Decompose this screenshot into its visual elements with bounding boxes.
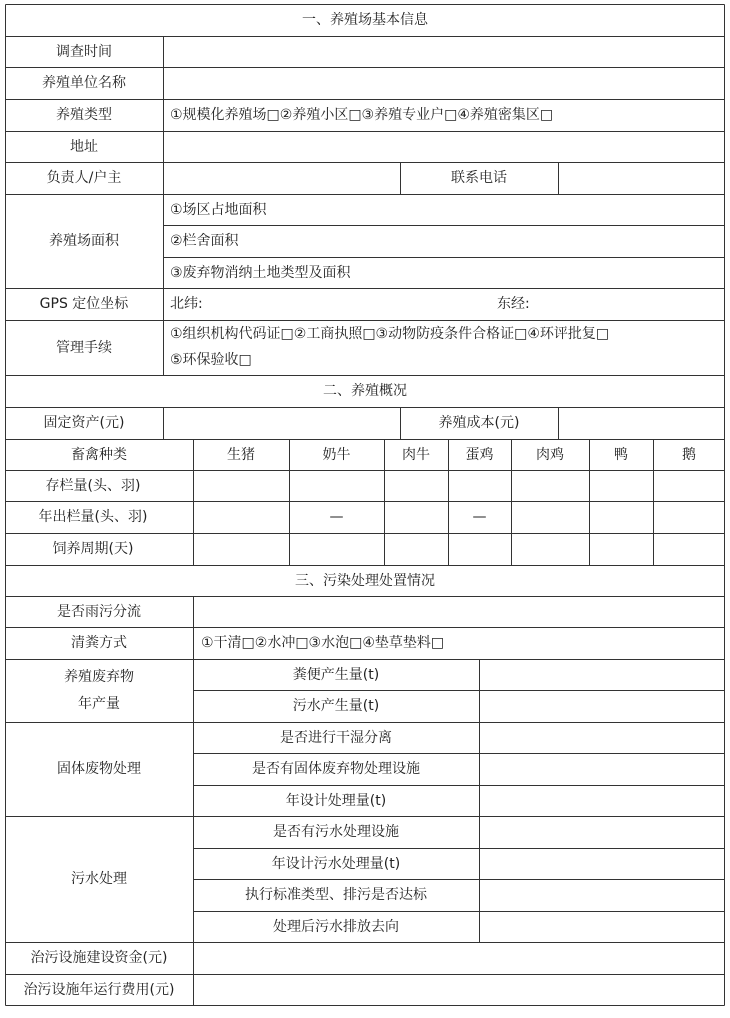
species-broiler: 肉鸡	[536, 446, 564, 463]
survey-form	[5, 4, 725, 1006]
management-options-line-1[interactable]: ①组织机构代码证□②工商执照□③动物防疫条件合格证□④环评批复□	[170, 326, 610, 342]
annual-out-row-label: 年出栏量(头、羽)	[38, 509, 148, 525]
management-options-line-2[interactable]: ⑤环保验收□	[170, 352, 252, 368]
survey-time-label: 调查时间	[56, 43, 112, 60]
species-pig: 生猪	[227, 446, 255, 463]
section-3-title: 三、污染处理处置情况	[295, 572, 435, 589]
farm-type-options[interactable]: ①规模化养殖场□②养殖小区□③养殖专业户□④养殖密集区□	[170, 107, 554, 123]
solid-capacity-label: 年设计处理量(t)	[285, 792, 387, 809]
gps-label: GPS 定位坐标	[39, 296, 129, 312]
solid-facility-label: 是否有固体废弃物处理设施	[252, 761, 420, 777]
discharge-destination-label: 处理后污水排放去向	[273, 918, 399, 935]
manure-method-options[interactable]: ①干清□②水冲□③水泡□④垫草垫料□	[201, 635, 445, 651]
fixed-assets-field[interactable]	[163, 407, 400, 439]
address-label: 地址	[70, 138, 98, 155]
cycle-row-label: 饲养周期(天)	[52, 541, 134, 557]
survey-time-field[interactable]	[163, 36, 725, 67]
management-label: 管理手续	[56, 339, 112, 356]
area-option-land[interactable]: ③废弃物消纳土地类型及面积	[170, 264, 351, 281]
species-beef-cattle: 肉牛	[402, 446, 430, 463]
area-label: 养殖场面积	[49, 233, 119, 249]
sewage-output-label: 污水产生量(t)	[292, 698, 380, 714]
cost-label: 养殖成本(元)	[438, 415, 520, 431]
waste-output-label-1: 养殖废弃物	[64, 669, 134, 685]
layer-annual-out-dash: —	[472, 509, 487, 525]
section-2-title: 二、养殖概况	[323, 383, 407, 399]
phone-label: 联系电话	[451, 170, 507, 186]
rain-sewage-label: 是否雨污分流	[57, 603, 141, 620]
sewage-facility-label: 是否有污水处理设施	[273, 824, 399, 840]
species-laying-hen: 蛋鸡	[465, 446, 494, 463]
species-goose: 鹅	[682, 446, 696, 463]
sewage-capacity-label: 年设计污水处理量(t)	[271, 855, 401, 872]
dairy-annual-out-dash: —	[329, 509, 344, 525]
gps-longitude[interactable]: 东经:	[497, 296, 530, 312]
stock-row-label: 存栏量(头、羽)	[45, 477, 141, 494]
area-option-pen[interactable]: ②栏舍面积	[170, 233, 239, 249]
unit-name-field[interactable]	[163, 67, 725, 99]
run-cost-label: 治污设施年运行费用(元)	[23, 982, 175, 998]
unit-name-label: 养殖单位名称	[42, 75, 126, 91]
build-fund-label: 治污设施建设资金(元)	[30, 950, 168, 966]
section-1-title: 一、养殖场基本信息	[302, 12, 428, 28]
discharge-standard-label: 执行标准类型、排污是否达标	[245, 887, 427, 903]
area-option-site[interactable]: ①场区占地面积	[170, 201, 267, 218]
manure-output-label: 粪便产生量(t)	[292, 666, 380, 683]
species-header: 畜禽种类	[71, 446, 127, 463]
phone-field[interactable]	[558, 162, 725, 194]
dry-wet-separation-label: 是否进行干湿分离	[280, 729, 392, 746]
owner-label: 负责人/户主	[46, 170, 122, 186]
sewage-treatment-label: 污水处理	[71, 871, 127, 887]
farm-type-label: 养殖类型	[56, 107, 112, 123]
cost-field[interactable]	[558, 407, 725, 439]
owner-field[interactable]	[163, 162, 400, 194]
gps-latitude[interactable]: 北纬:	[170, 296, 203, 312]
solid-waste-label: 固体废物处理	[57, 761, 141, 777]
manure-method-label: 清粪方式	[71, 635, 127, 651]
species-dairy-cow: 奶牛	[322, 446, 351, 463]
address-field[interactable]	[163, 131, 725, 162]
fixed-assets-label: 固定资产(元)	[43, 415, 125, 431]
waste-output-label-2: 年产量	[78, 696, 120, 712]
species-duck: 鸭	[614, 446, 628, 463]
rain-sewage-field[interactable]	[193, 596, 725, 627]
